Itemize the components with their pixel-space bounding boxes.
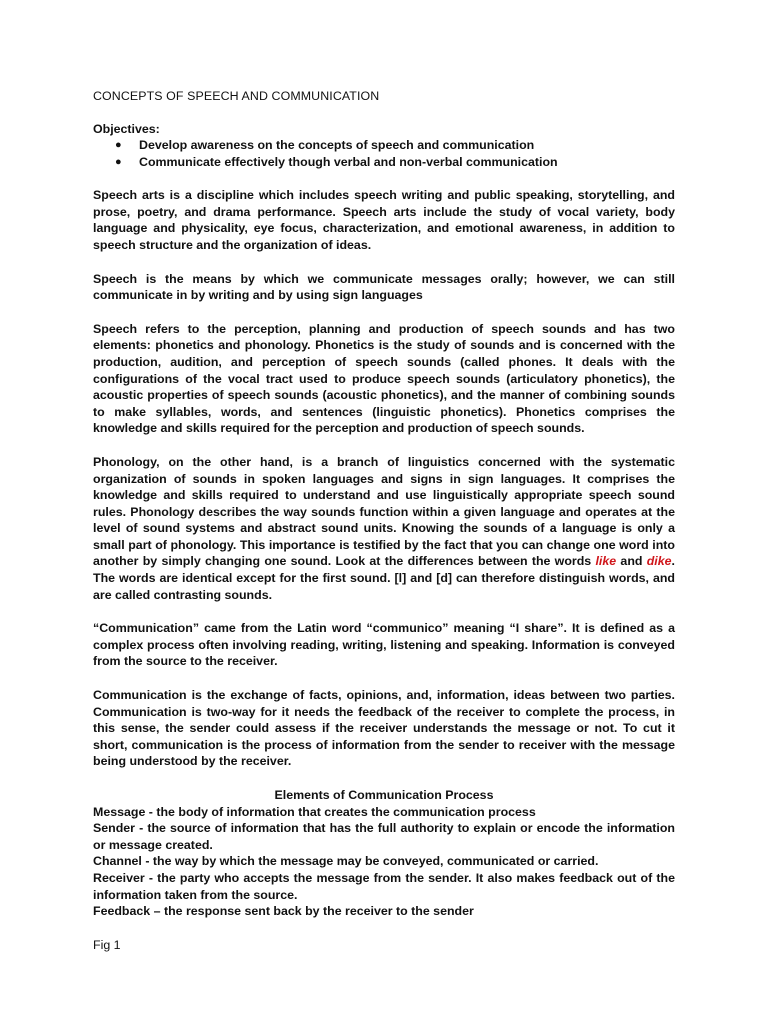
- paragraph-speech-arts: Speech arts is a discipline which includes speech writing and public speaking, storytelling, and prose, poetry, and drama performance. Speech arts include the study of vocal variety, body language and physicality, eye focus, characterization, and emotional awareness, in addition to speech structure and the organization of ideas.: [93, 188, 675, 252]
- objectives-label: Objectives:: [93, 122, 160, 136]
- element-receiver: Receiver - the party who accepts the message from the sender. It also makes feedback out of the information taken from the source.: [93, 870, 675, 902]
- element-message: Message - the body of information that creates the communication process: [93, 804, 536, 819]
- paragraph-communication-origin: “Communication” came from the Latin word “communico” meaning “I share”. It is defined as a complex process often involving reading, writing, listening and speaking. Information is conveyed from the source to the receiver.: [93, 621, 675, 669]
- paragraph-communication-exchange: Communication is the exchange of facts, opinions, and, information, ideas between two parties. Communication is two-way for it needs the feedback of the receiver to complete the process, in this sense, the sender could assess if the receiver understands the message or not. To cut it short, communication is the process of information from the sender to receiver with the message being understood by the receiver.: [93, 688, 675, 769]
- paragraph-phonology: [93, 454, 675, 603]
- element-sender: Sender - the source of information that has the full authority to explain or encode the information or message created.: [93, 821, 675, 852]
- objective-text: Communicate effectively though verbal and non-verbal communication: [139, 154, 558, 169]
- objective-item: [115, 137, 675, 154]
- bullet-icon: ●: [115, 139, 122, 151]
- paragraph-speech-means: Speech is the means by which we communicate messages orally; however, we can still communicate in by writing and by using sign languages: [93, 271, 675, 303]
- word-dike: dike: [646, 554, 672, 569]
- phonology-text-a: Phonology, on the other hand, is a branch of linguistics concerned with the systematic organization of sounds in spoken languages and signs in sign languages. It comprises the knowledge and skills required to understand and use linguistically appropriate speech sound rules. Phonology describes the way sounds function within a given language and operates at the level of sound systems and abstract sound units. Knowing the sounds of a language is only a small part of phonology. This importance is testified by the fact that you can change one word into another by simply changing one sound. Look at the differences between the words: [93, 454, 675, 569]
- elements-heading: Elements of Communication Process: [274, 788, 494, 802]
- objectives-list: [93, 137, 675, 170]
- phonology-text-b: . The words are identical except for the first sound. [l] and [d] can therefore distinguish words, and are called contrasting sounds.: [93, 554, 675, 602]
- element-channel: Channel - the way by which the message may be conveyed, communicated or carried.: [93, 854, 599, 869]
- paragraph-speech-refers: Speech refers to the perception, planning and production of speech sounds and has two elements: phonetics and phonology. Phonetics is the study of sounds and is concerned with the production, audition, and perception of speech sounds (called phones. It deals with the configurations of the vocal tract used to produce speech sounds (articulatory phonetics), the acoustic properties of speech sounds (acoustic phonetics), and the manner of combining sounds to make syllables, words, and sentences (linguistic phonetics). Phonetics comprises the knowledge and skills required for the perception and production of speech sounds.: [93, 321, 675, 436]
- word-like: like: [595, 554, 617, 569]
- document-title: CONCEPTS OF SPEECH AND COMMUNICATION: [93, 89, 380, 103]
- figure-label: Fig 1: [93, 937, 121, 952]
- objective-text: Develop awareness on the concepts of speech and communication: [139, 138, 535, 152]
- element-feedback: Feedback – the response sent back by the receiver to the sender: [93, 904, 474, 919]
- phonology-and: and: [620, 554, 643, 569]
- bullet-icon: ●: [115, 155, 122, 168]
- objective-item: [115, 154, 675, 171]
